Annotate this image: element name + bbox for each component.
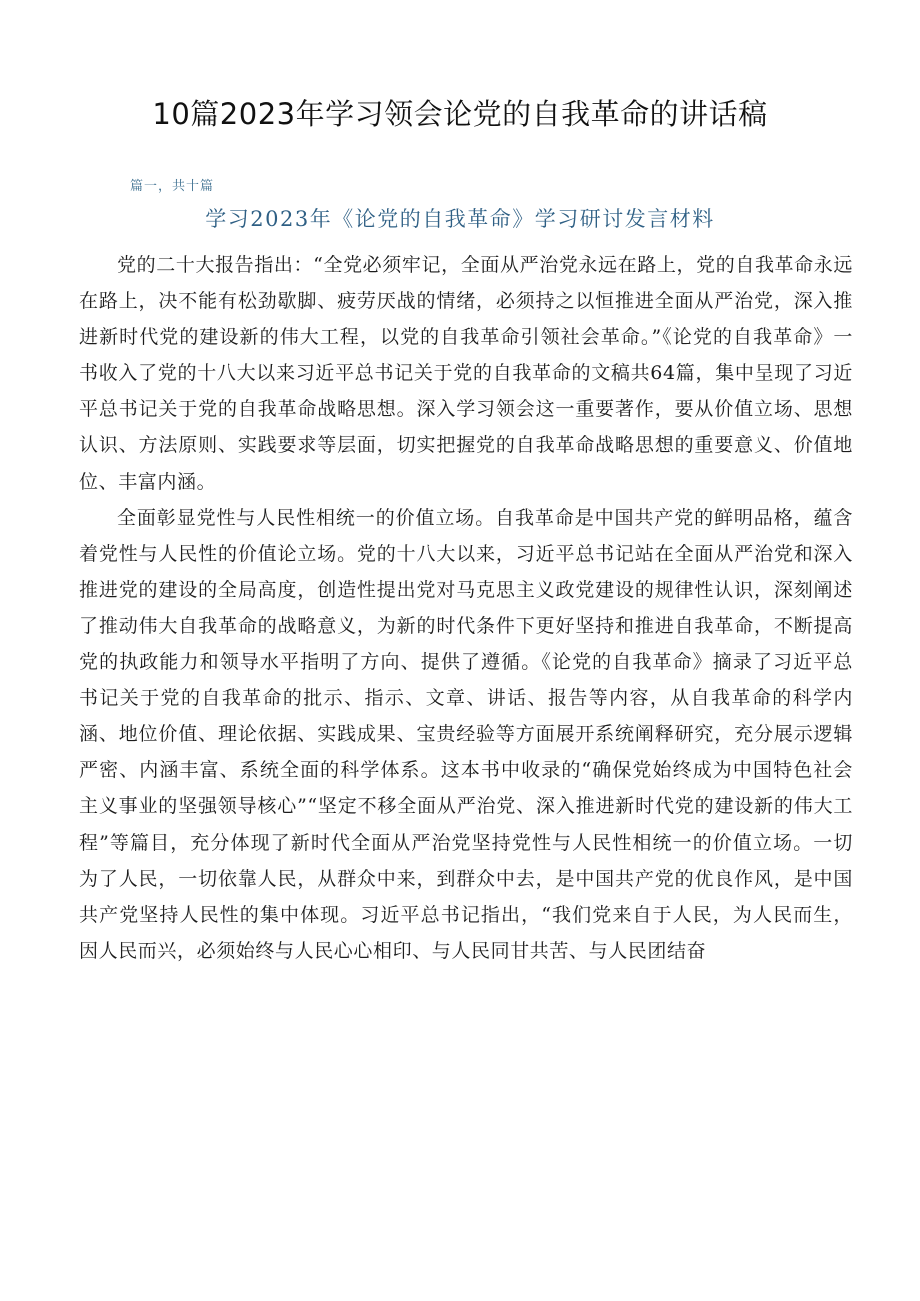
- document-body: [79, 247, 853, 969]
- paragraph: 党的二十大报告指出：“全党必须牢记，全面从严治党永远在路上，党的自我革命永远在路上，决不能有松劲歇脚、疲劳厌战的情绪，必须持之以恒推进全面从严治党，深入推进新时代党的建设新的伟大工程，以党的自我革命引领社会革命。”《论党的自我革命》一书收入了党的十八大以来习近平总书记关于党的自我革命的文稿共64篇，集中呈现了习近平总书记关于党的自我革命战略思想。深入学习领会这一重要著作，要从价值立场、思想认识、方法原则、实践要求等层面，切实把握党的自我革命战略思想的重要意义、价值地位、丰富内涵。: [79, 254, 853, 493]
- section-heading: 学习2023年《论党的自我革命》学习研讨发言材料: [205, 207, 715, 231]
- section-label: 篇一，共十篇: [130, 179, 215, 194]
- document-title: 10篇2023年学习领会论党的自我革命的讲话稿: [152, 97, 768, 131]
- paragraph: 全面彰显党性与人民性相统一的价值立场。自我革命是中国共产党的鲜明品格，蕴含着党性与人民性的价值论立场。党的十八大以来，习近平总书记站在全面从严治党和深入推进党的建设的全局高度，创造性提出党对马克思主义政党建设的规律性认识，深刻阐述了推动伟大自我革命的战略意义，为新的时代条件下更好坚持和推进自我革命，不断提高党的执政能力和领导水平指明了方向、提供了遵循。《论党的自我革命》摘录了习近平总书记关于党的自我革命的批示、指示、文章、讲话、报告等内容，从自我革命的科学内涵、地位价值、理论依据、实践成果、宝贵经验等方面展开系统阐释研究，充分展示逻辑严密、内涵丰富、系统全面的科学体系。这本书中收录的“确保党始终成为中国特色社会主义事业的坚强领导核心”“坚定不移全面从严治党、深入推进新时代党的建设新的伟大工程”等篇目，充分体现了新时代全面从严治党坚持党性与人民性相统一的价值立场。一切为了人民，一切依靠人民，从群众中来，到群众中去，是中国共产党的优良作风，是中国共产党坚持人民性的集中体现。习近平总书记指出，“我们党来自于人民，为人民而生，因人民而兴，必须始终与人民心心相印、与人民同甘共苦、与人民团结奋: [79, 506, 853, 962]
